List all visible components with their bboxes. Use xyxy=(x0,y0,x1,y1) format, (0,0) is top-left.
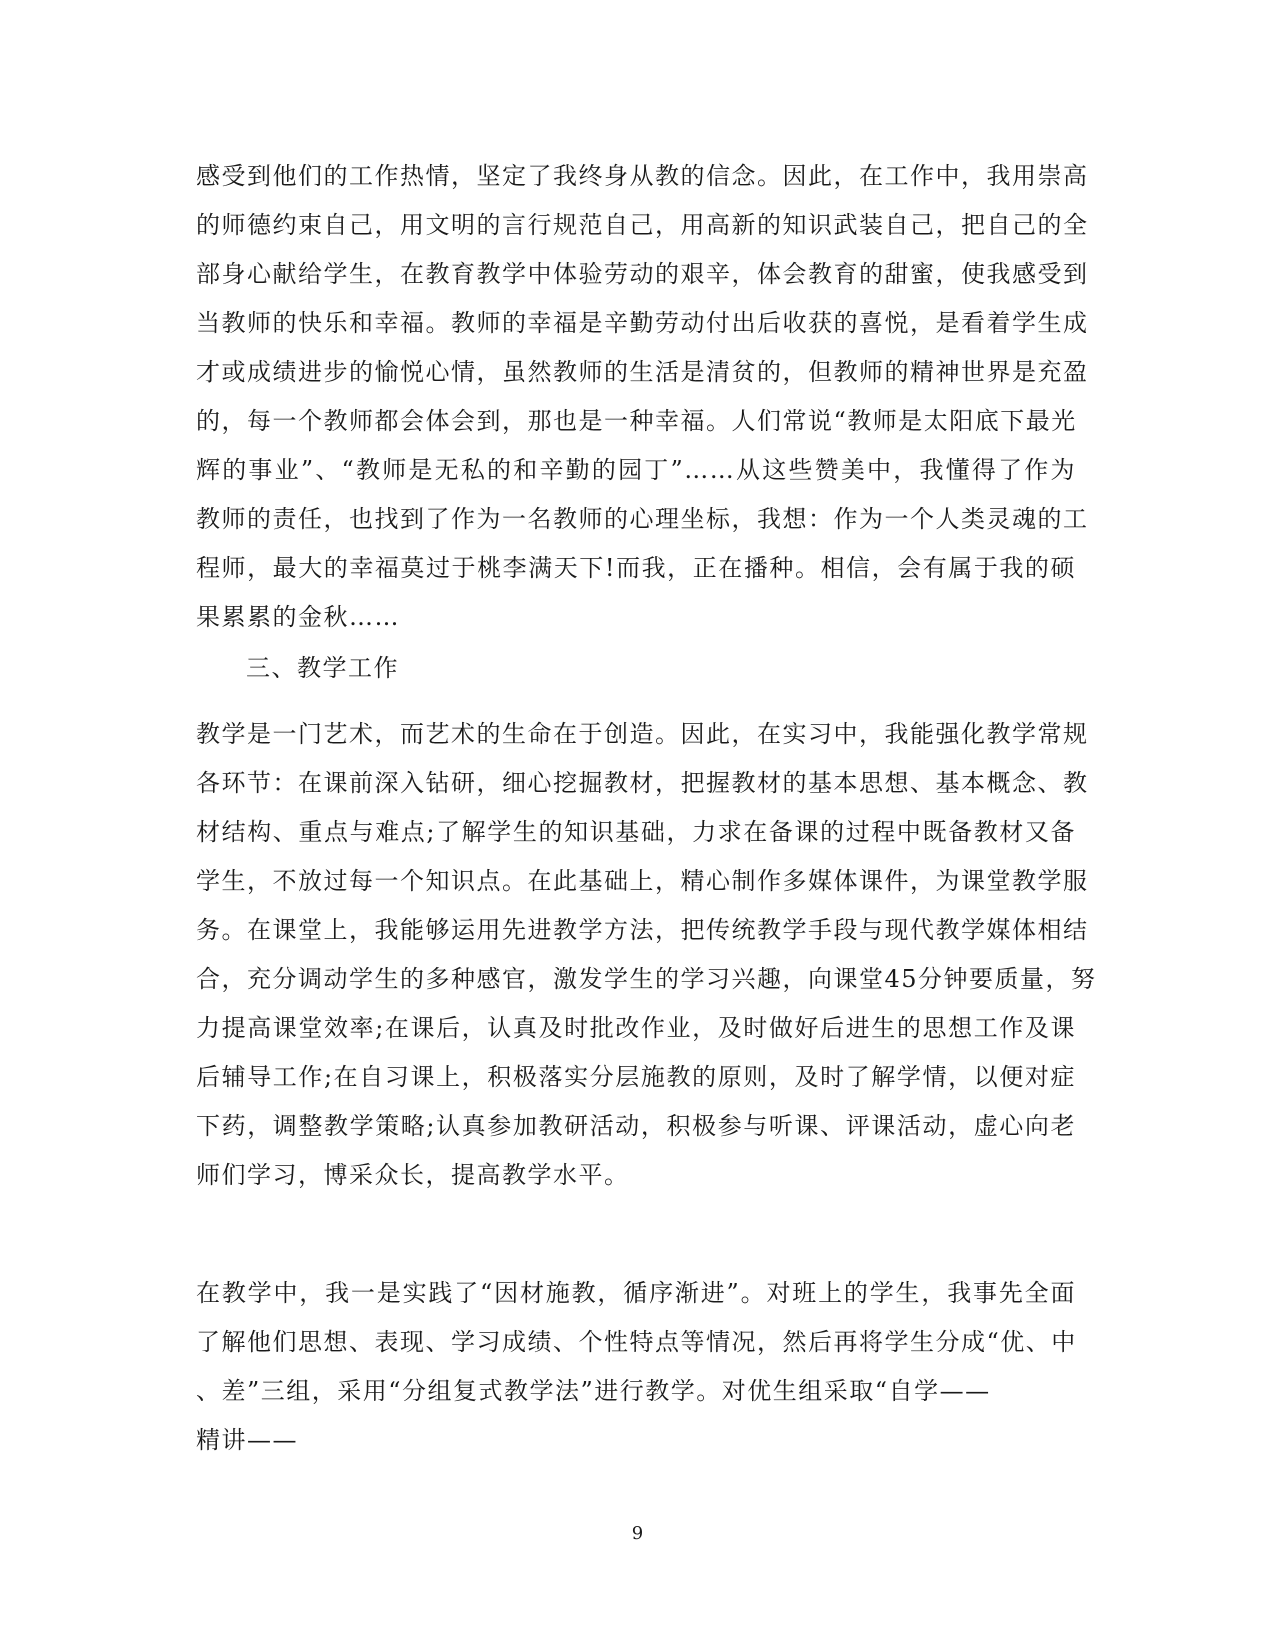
text-line: 、差”三组，采用“分组复式教学法”进行教学。对优生组采取“自学—— xyxy=(196,1377,991,1405)
section-heading: 三、教学工作 xyxy=(246,654,399,682)
text-line: 学生，不放过每一个知识点。在此基础上，精心制作多媒体课件，为课堂教学服 xyxy=(196,867,1089,895)
text-line: 部身心献给学生，在教育教学中体验劳动的艰辛，体会教育的甜蜜，使我感受到 xyxy=(196,260,1089,288)
text-line: 感受到他们的工作热情，坚定了我终身从教的信念。因此，在工作中，我用崇高 xyxy=(196,162,1089,190)
text-line: 当教师的快乐和幸福。教师的幸福是辛勤劳动付出后收获的喜悦，是看着学生成 xyxy=(196,309,1089,337)
text-line: 精讲—— xyxy=(196,1426,298,1454)
paragraph-2 xyxy=(196,710,1097,1200)
text-line: 的师德约束自己，用文明的言行规范自己，用高新的知识武装自己，把自己的全 xyxy=(196,211,1089,239)
paragraph-3 xyxy=(196,1269,1076,1465)
text-line: 合，充分调动学生的多种感官，激发学生的学习兴趣，向课堂45分钟要质量，努 xyxy=(196,965,1097,993)
text-line: 的，每一个教师都会体会到，那也是一种幸福。人们常说“教师是太阳底下最光 xyxy=(196,407,1077,435)
text-line: 各环节：在课前深入钻研，细心挖掘教材，把握教材的基本思想、基本概念、教 xyxy=(196,769,1089,797)
text-line: 教学是一门艺术，而艺术的生命在于创造。因此，在实习中，我能强化教学常规 xyxy=(196,720,1089,748)
text-line: 了解他们思想、表现、学习成绩、个性特点等情况，然后再将学生分成“优、中 xyxy=(196,1328,1077,1356)
text-line: 下药，调整教学策略;认真参加教研活动，积极参与听课、评课活动，虚心向老 xyxy=(196,1112,1076,1140)
text-line: 程师，最大的幸福莫过于桃李满天下!而我，正在播种。相信，会有属于我的硕 xyxy=(196,554,1076,582)
text-line: 力提高课堂效率;在课后，认真及时批改作业，及时做好后进生的思想工作及课 xyxy=(196,1014,1076,1042)
text-line: 后辅导工作;在自习课上，积极落实分层施教的原则，及时了解学情，以便对症 xyxy=(196,1063,1076,1091)
page-number: 9 xyxy=(631,1523,644,1544)
text-line: 辉的事业”、“教师是无私的和辛勤的园丁”……从这些赞美中，我懂得了作为 xyxy=(196,456,1076,484)
text-line: 务。在课堂上，我能够运用先进教学方法，把传统教学手段与现代教学媒体相结 xyxy=(196,916,1089,944)
text-line: 师们学习，博采众长，提高教学水平。 xyxy=(196,1161,630,1189)
text-line: 材结构、重点与难点;了解学生的知识基础，力求在备课的过程中既备教材又备 xyxy=(196,818,1076,846)
paragraph-1 xyxy=(196,152,1089,642)
text-line: 才或成绩进步的愉悦心情，虽然教师的生活是清贫的，但教师的精神世界是充盈 xyxy=(196,358,1089,386)
text-line: 在教学中，我一是实践了“因材施教，循序渐进”。对班上的学生，我事先全面 xyxy=(196,1279,1076,1307)
text-line: 果累累的金秋…… xyxy=(196,603,400,631)
text-line: 教师的责任，也找到了作为一名教师的心理坐标，我想：作为一个人类灵魂的工 xyxy=(196,505,1089,533)
